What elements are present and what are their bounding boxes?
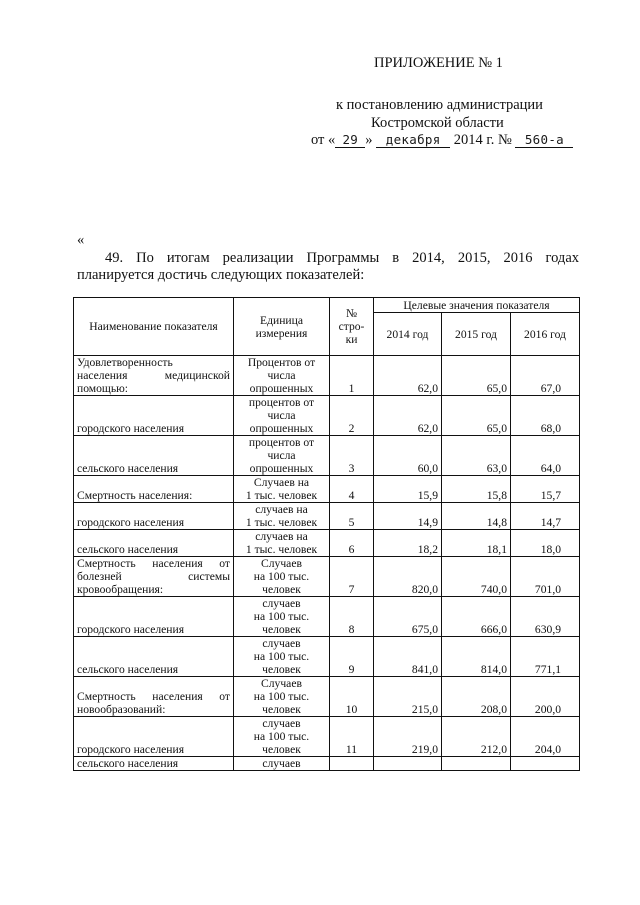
row-number: 2 <box>330 396 374 436</box>
row-name: Смертность населения от болезней системы кровообращения: <box>74 557 234 597</box>
table-row <box>74 677 580 717</box>
table-row <box>74 637 580 677</box>
value-2016: 701,0 <box>511 557 580 597</box>
value-2016: 204,0 <box>511 717 580 757</box>
row-number: 7 <box>330 557 374 597</box>
date-month: декабря <box>376 132 450 148</box>
header-indicator-name: Наименование показателя <box>74 298 234 356</box>
date-day: 29 <box>335 132 365 148</box>
row-name: сельского населения <box>74 530 234 557</box>
document-number: 560-а <box>515 132 573 148</box>
value-2016: 68,0 <box>511 396 580 436</box>
row-number: 8 <box>330 597 374 637</box>
row-name: сельского населения <box>74 637 234 677</box>
table-row <box>74 476 580 503</box>
table-row <box>74 530 580 557</box>
value-2016: 200,0 <box>511 677 580 717</box>
paragraph-line-2: планируется достичь следующих показателей: <box>77 267 365 283</box>
value-2015: 14,8 <box>442 503 511 530</box>
opening-quote: « <box>77 232 85 248</box>
indicators-table <box>73 297 580 771</box>
row-number: 10 <box>330 677 374 717</box>
value-2016: 15,7 <box>511 476 580 503</box>
row-name: сельского населения <box>74 757 234 771</box>
row-number <box>330 757 374 771</box>
value-2016: 64,0 <box>511 436 580 476</box>
date-year: 2014 г. № <box>453 132 512 148</box>
row-name: сельского населения <box>74 436 234 476</box>
value-2014: 62,0 <box>374 356 442 396</box>
row-unit: случаев <box>234 757 330 771</box>
value-2014 <box>374 757 442 771</box>
row-name: Смертность населения от новообразований: <box>74 677 234 717</box>
table-row <box>74 717 580 757</box>
value-2014: 14,9 <box>374 503 442 530</box>
header-year-2016: 2016 год <box>511 313 580 356</box>
row-unit: процентов от числа опрошенных <box>234 436 330 476</box>
row-unit: случаев на 1 тыс. человек <box>234 503 330 530</box>
value-2014: 18,2 <box>374 530 442 557</box>
value-2014: 62,0 <box>374 396 442 436</box>
value-2015: 740,0 <box>442 557 511 597</box>
row-unit: случаев на 100 тыс. человек <box>234 637 330 677</box>
table-row <box>74 396 580 436</box>
table-row <box>74 356 580 396</box>
value-2015: 18,1 <box>442 530 511 557</box>
row-number: 1 <box>330 356 374 396</box>
value-2015: 65,0 <box>442 356 511 396</box>
header-year-2015: 2015 год <box>442 313 511 356</box>
value-2014: 215,0 <box>374 677 442 717</box>
row-name: Удовлетворенность населения медицинской помощью: <box>74 356 234 396</box>
row-name: городского населения <box>74 717 234 757</box>
row-name: городского населения <box>74 503 234 530</box>
table-row <box>74 557 580 597</box>
table-row <box>74 503 580 530</box>
value-2015: 212,0 <box>442 717 511 757</box>
value-2015: 65,0 <box>442 396 511 436</box>
value-2015: 63,0 <box>442 436 511 476</box>
row-unit: случаев на 100 тыс. человек <box>234 717 330 757</box>
row-number: 9 <box>330 637 374 677</box>
table-row <box>74 757 580 771</box>
value-2014: 841,0 <box>374 637 442 677</box>
value-2016 <box>511 757 580 771</box>
row-number: 4 <box>330 476 374 503</box>
header-year-2014: 2014 год <box>374 313 442 356</box>
value-2014: 15,9 <box>374 476 442 503</box>
table-row <box>74 436 580 476</box>
value-2016: 630,9 <box>511 597 580 637</box>
date-prefix: от « <box>311 132 336 148</box>
value-2015: 208,0 <box>442 677 511 717</box>
row-unit: Процентов от числа опрошенных <box>234 356 330 396</box>
row-number: 3 <box>330 436 374 476</box>
row-name: Смертность населения: <box>74 476 234 503</box>
value-2015 <box>442 757 511 771</box>
value-2016: 67,0 <box>511 356 580 396</box>
row-name: городского населения <box>74 597 234 637</box>
row-number: 11 <box>330 717 374 757</box>
row-number: 5 <box>330 503 374 530</box>
row-unit: Случаев на 1 тыс. человек <box>234 476 330 503</box>
value-2014: 60,0 <box>374 436 442 476</box>
table-row <box>74 597 580 637</box>
appendix-title: ПРИЛОЖЕНИЕ № 1 <box>374 55 503 71</box>
header-date-line <box>311 131 573 149</box>
row-unit: Случаев на 100 тыс. человек <box>234 557 330 597</box>
value-2014: 675,0 <box>374 597 442 637</box>
header-line-2: Костромской области <box>371 115 504 131</box>
header-unit: Единица измерения <box>234 298 330 356</box>
value-2015: 814,0 <box>442 637 511 677</box>
date-mid: » <box>365 132 373 148</box>
row-unit: процентов от числа опрошенных <box>234 396 330 436</box>
row-number: 6 <box>330 530 374 557</box>
value-2016: 18,0 <box>511 530 580 557</box>
header-line-1: к постановлению администрации <box>336 97 543 113</box>
header-row-number: № стро- ки <box>330 298 374 356</box>
row-unit: случаев на 1 тыс. человек <box>234 530 330 557</box>
value-2015: 666,0 <box>442 597 511 637</box>
value-2014: 219,0 <box>374 717 442 757</box>
row-unit: случаев на 100 тыс. человек <box>234 597 330 637</box>
value-2016: 771,1 <box>511 637 580 677</box>
value-2015: 15,8 <box>442 476 511 503</box>
row-name: городского населения <box>74 396 234 436</box>
value-2014: 820,0 <box>374 557 442 597</box>
value-2016: 14,7 <box>511 503 580 530</box>
row-unit: Случаев на 100 тыс. человек <box>234 677 330 717</box>
paragraph-line-1: 49. По итогам реализации Программы в 2014, 2015, 2016 годах <box>105 250 579 266</box>
header-target-values: Целевые значения показателя <box>374 298 580 313</box>
